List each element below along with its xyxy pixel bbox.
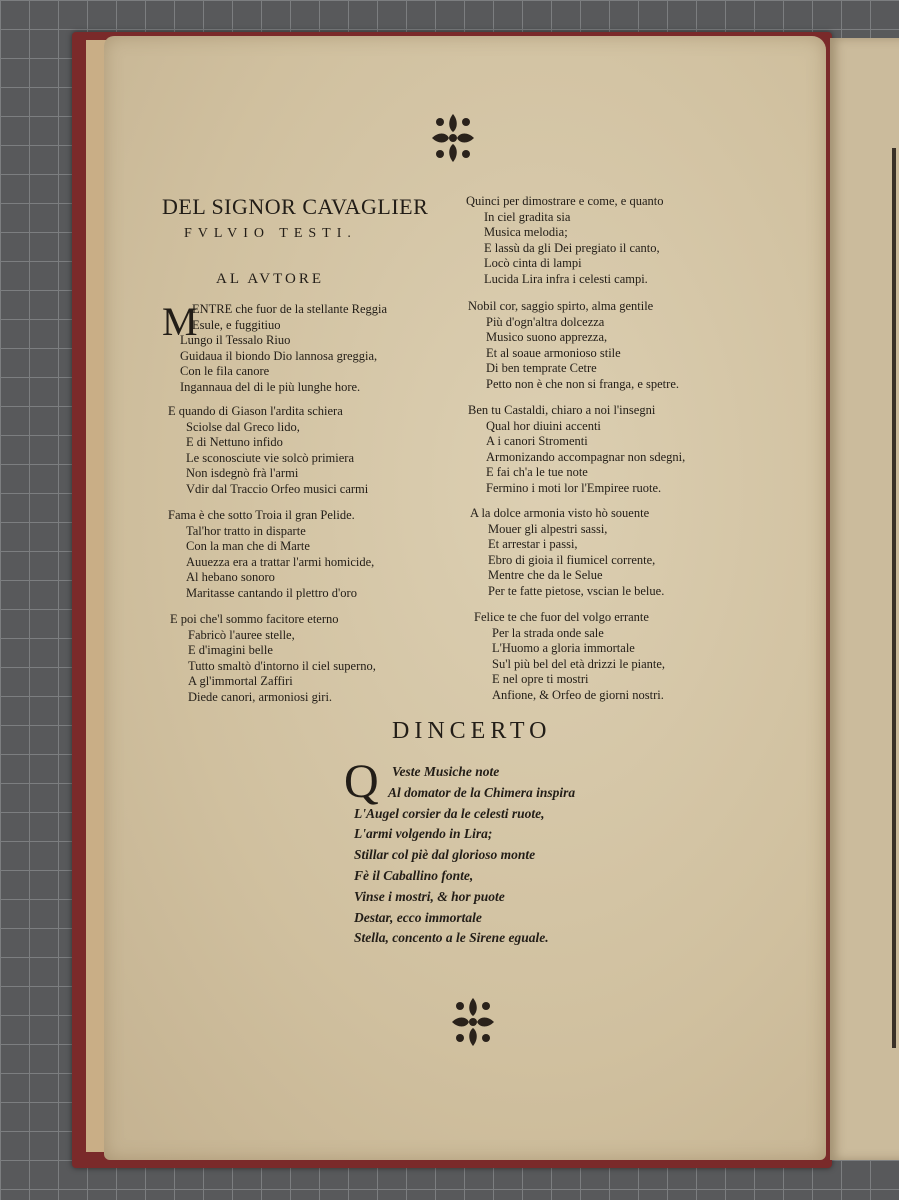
verse-line: Più d'ogn'altra dolcezza [486,314,605,329]
verse-line: A i canori Stromenti [486,434,588,449]
facing-page-rule [892,148,896,1048]
right-stanza-1 [466,194,664,288]
verse-line: Quinci per dimostrare e come, e quanto [466,194,664,208]
verse-line: Stillar col piè dal glorioso monte [354,847,536,863]
verse-line: E quando di Giason l'ardita schiera [168,404,343,418]
verse-line: Musica melodia; [484,225,568,240]
verse-line: Le sconosciute vie solcò primiera [186,450,354,465]
right-stanza-5 [474,610,665,704]
verse-line: Felice te che fuor del volgo errante [474,610,649,624]
verse-line: Di ben temprate Cetre [486,361,597,376]
verse-line: Per te fatte pietose, vscian le belue. [488,583,665,598]
facing-page [830,38,899,1160]
top-fleuron-icon [430,110,476,166]
verse-line: Al domator de la Chimera inspira [388,784,576,800]
poem-author: FVLVIO TESTI. [184,226,357,241]
verse-line: E lassù da gli Dei pregiato il canto, [484,240,660,255]
poem-subheading: AL AVTORE [216,271,324,287]
verse-line: Non isdegnò frà l'armi [186,466,299,481]
dincerto-poem [354,762,575,949]
verse-line: L'armi volgendo in Lira; [354,826,493,842]
verse-line: E nel opre ti mostri [492,672,589,687]
verse-line: Lungo il Tessalo Riuo [180,333,291,348]
verse-line: Tal'hor tratto in disparte [186,523,306,538]
verse-line: Armonizando accompagnar non sdegni, [486,449,686,464]
verse-line: E di Nettuno infido [186,435,283,450]
verse-line: Con la man che di Marte [186,539,310,554]
verse-line: E poi che'l sommo facitore eterno [170,612,339,626]
left-stanza-1 [180,302,388,396]
verse-line: Vdir dal Traccio Orfeo musici carmi [186,481,369,496]
right-stanza-4 [470,506,664,600]
dropcap-q: Q [344,755,379,808]
book-page [104,36,826,1160]
verse-line: Ebro di gioia il fiumicel corrente, [488,552,656,567]
verse-line: Ben tu Castaldi, chiaro a noi l'insegni [468,403,656,417]
dincerto-title: DINCERTO [392,718,552,744]
verse-line: Fè il Caballino fonte, [354,867,474,883]
verse-line: Anfione, & Orfeo de giorni nostri. [492,687,664,702]
verse-line: E d'imagini belle [188,643,273,658]
verse-line: Vinse i mostri, & hor puote [354,888,505,904]
poem-heading: DEL SIGNOR CAVAGLIER [162,194,429,219]
verse-line: Et arrestar i passi, [488,537,578,552]
bottom-fleuron-icon [450,994,496,1050]
verse-line: Esule, e fuggitiuo [192,317,281,332]
verse-line: L'Augel corsier da le celesti ruote, [354,805,545,821]
verse-line: Et al soaue armonioso stile [486,345,621,360]
verse-line: ENTRE che fuor de la stellante Reggia [192,302,388,316]
verse-line: Sciolse dal Greco lido, [186,419,300,434]
verse-line: Fama è che sotto Troia il gran Pelide. [168,508,355,522]
verse-line: In ciel gradita sia [484,209,571,224]
verse-line: Fermino i moti lor l'Empiree ruote. [486,480,662,495]
verse-line: Al hebano sonoro [186,570,275,585]
verse-line: Ingannaua del di le più lunghe hore. [180,379,361,394]
verse-line: Veste Musiche note [392,764,500,779]
verse-line: Lucida Lira infra i celesti campi. [484,271,648,286]
left-stanza-4 [170,612,376,706]
right-stanza-3 [468,403,685,497]
left-stanza-2 [168,404,368,498]
verse-line: Musico suono apprezza, [486,330,608,345]
verse-line: Nobil cor, saggio spirto, alma gentile [468,299,654,313]
verse-line: Su'l più bel del età drizzi le piante, [492,656,666,671]
verse-line: Locò cinta di lampi [484,256,582,271]
right-stanza-2 [468,299,679,393]
verse-line: Qual hor diuini accenti [486,418,601,433]
verse-line: Petto non è che non si franga, e spetre. [486,376,679,391]
verse-line: Mentre che da le Selue [488,568,603,583]
verse-line: Per la strada onde sale [492,625,604,640]
left-stanza-3 [168,508,374,602]
verse-line: Tutto smaltò d'intorno il ciel superno, [188,658,376,673]
verse-line: Diede canori, armoniosi giri. [188,689,333,704]
verse-line: Con le fila canore [180,364,270,379]
verse-line: Mouer gli alpestri sassi, [488,521,608,536]
verse-line: Destar, ecco immortale [354,909,482,925]
dropcap-m: M [162,299,198,344]
verse-line: Auuezza era a trattar l'armi homicide, [186,554,375,569]
verse-line: E fai ch'a le tue note [486,465,588,480]
verse-line: Stella, concento a le Sirene eguale. [354,930,549,946]
verse-line: Fabricò l'auree stelle, [188,627,295,642]
verse-line: A la dolce armonia visto hò souente [470,506,650,520]
verse-line: Guidaua il biondo Dio lannosa greggia, [180,348,378,363]
verse-line: Maritasse cantando il plettro d'oro [186,585,357,600]
verse-line: L'Huomo a gloria immortale [492,641,635,656]
verse-line: A gl'immortal Zaffiri [188,674,293,689]
